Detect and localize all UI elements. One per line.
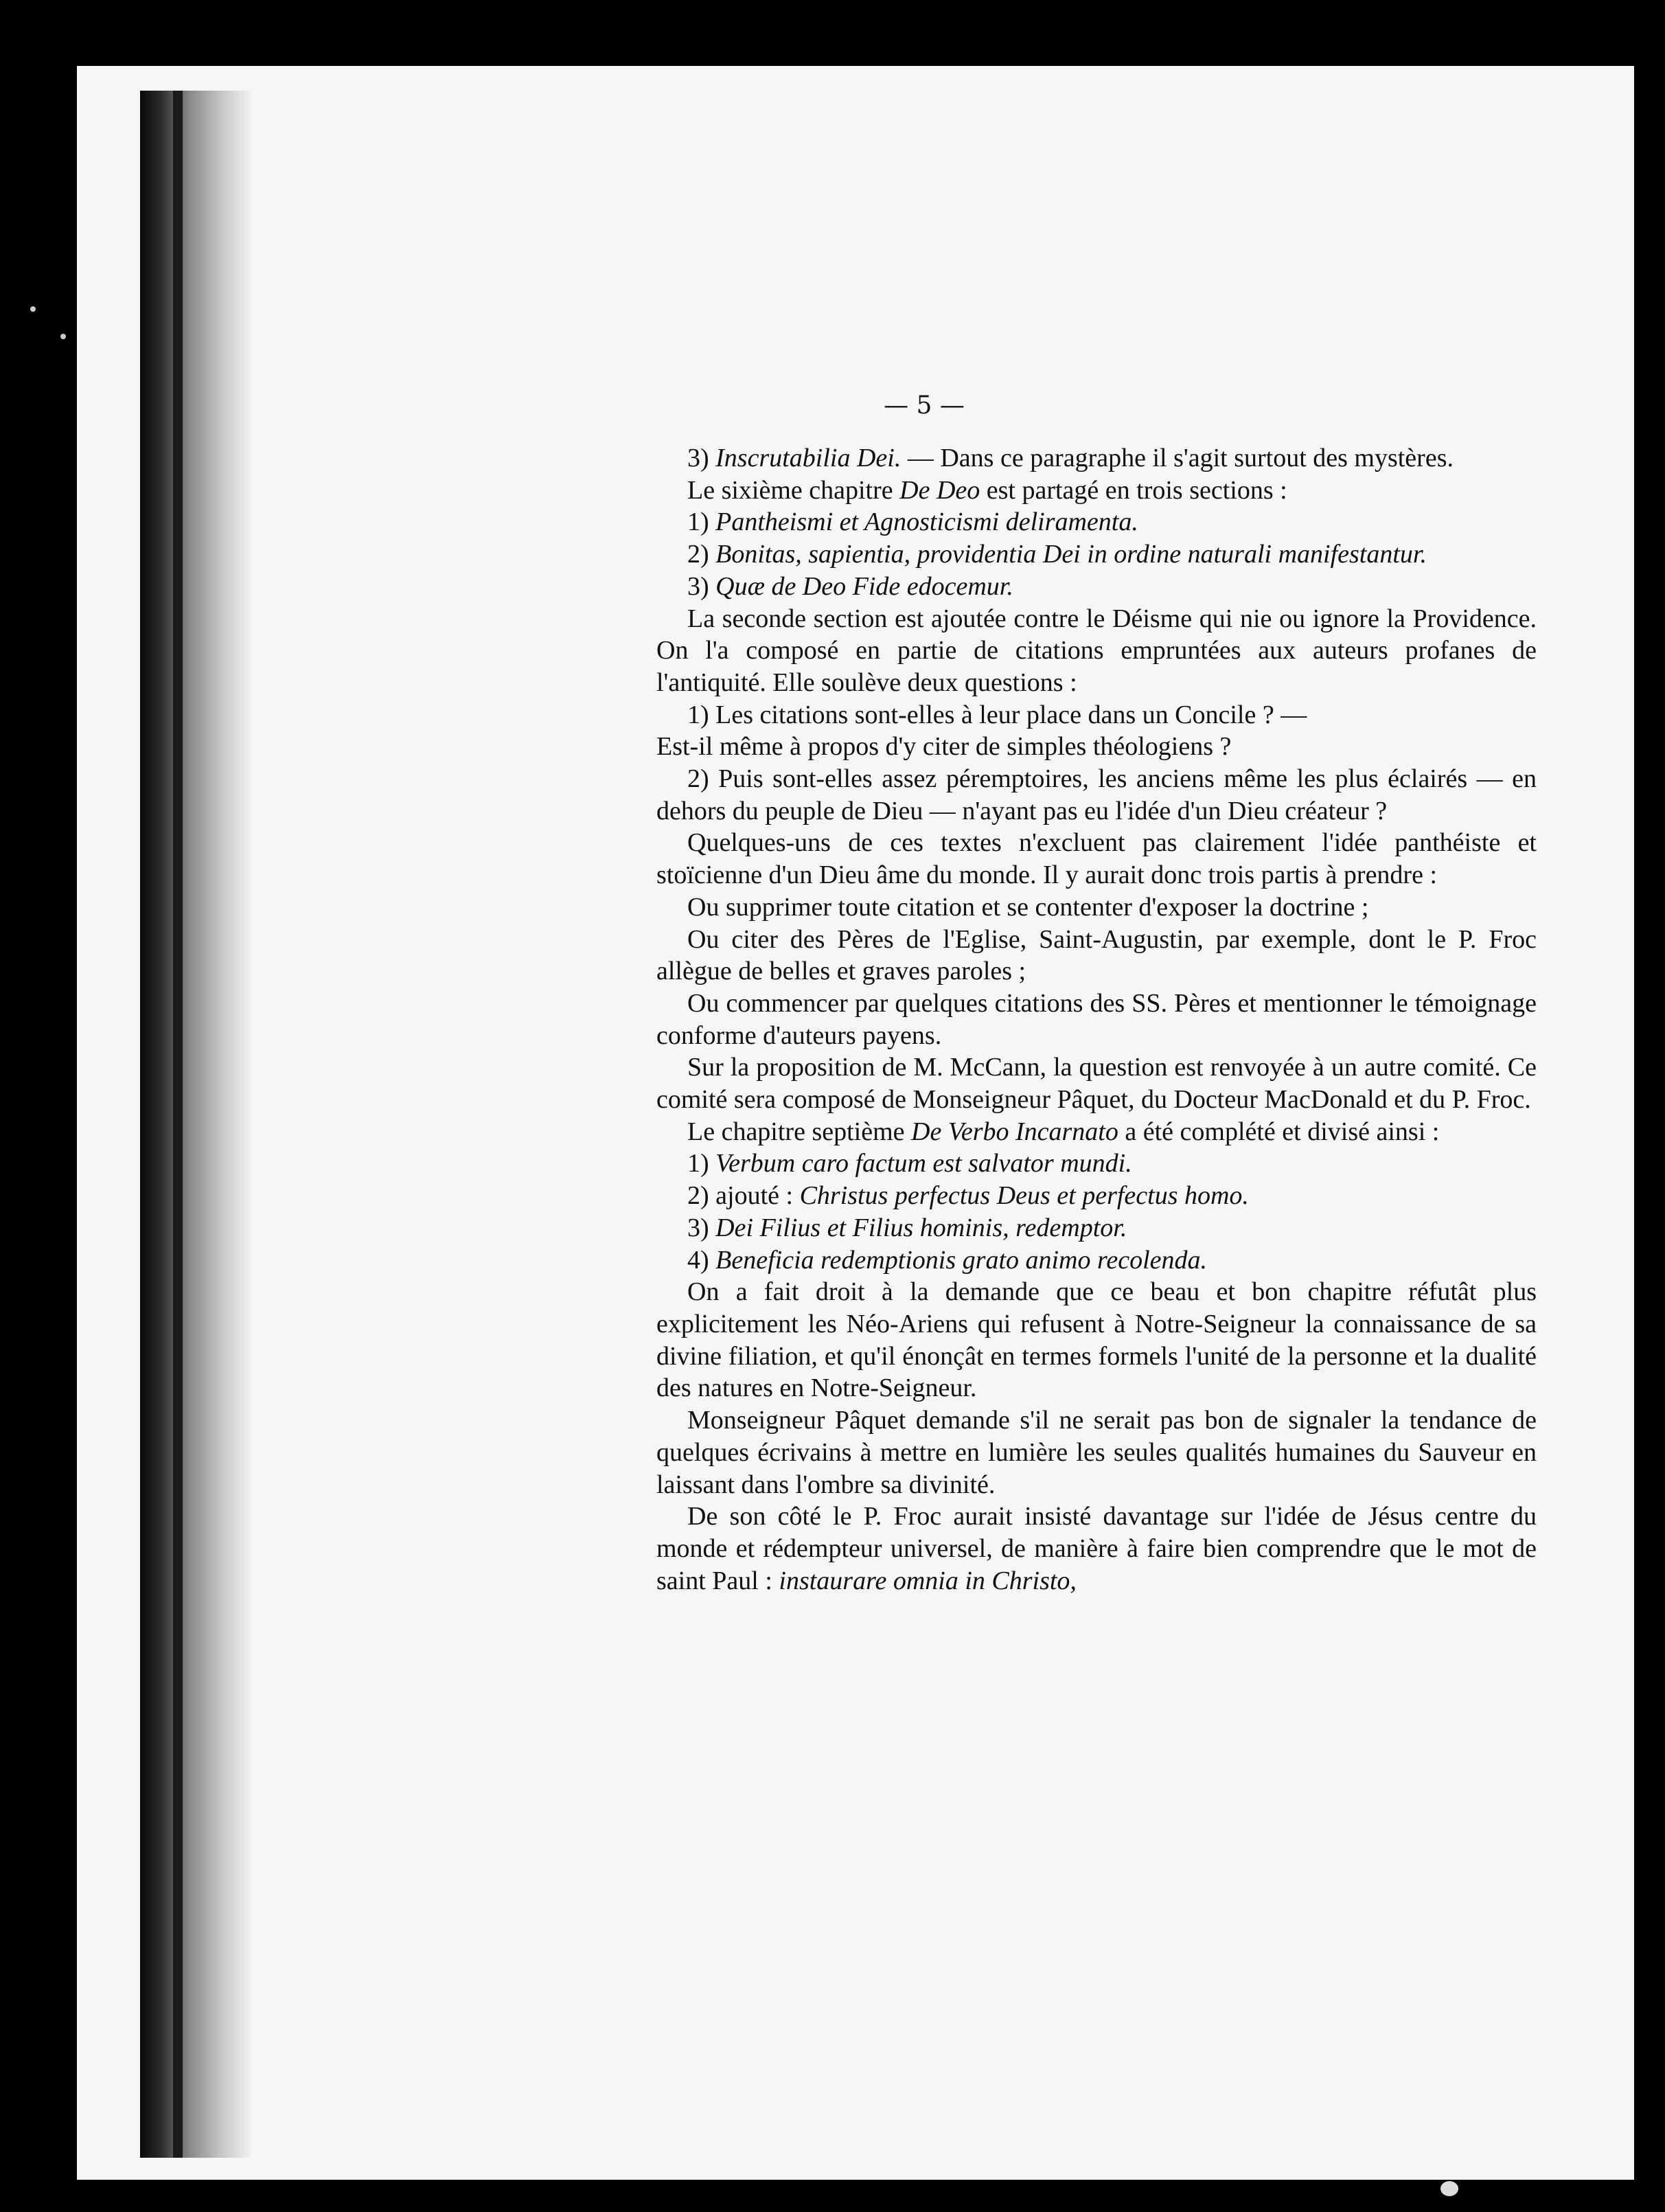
italic-text: Pantheismi et Agnosticismi deliramenta. [715,508,1138,537]
text-run: 1) Les citations sont-elles à leur place dans un Concile ? — [687,700,1307,729]
scan-speck [1440,2181,1458,2196]
text-run: Quelques-uns de ces textes n'excluent pas clairement l'idée panthéiste et stoïcienne d'un Dieu âme du monde. Il y aurait donc trois partis à prendre : [656,828,1537,890]
text-run: — Dans ce paragraphe il s'agit surtout des mystères. [901,444,1454,472]
text-run: Monseigneur Pâquet demande s'il ne serait pas bon de signaler la tendance de quelques écrivains à mettre en lumière les seules qualités humaines du Sauveur en laissant dans l'ombre sa divinité. [656,1406,1537,1499]
text-run: 2) ajouté : [687,1181,800,1211]
paragraph [656,475,1537,507]
text-run: 2) Puis sont-elles assez péremptoires, les anciens même les plus éclairés — en dehors du peuple de Dieu — n'ayant pas eu l'idée d'un Dieu créateur ? [656,764,1537,825]
italic-text: De Verbo Incarnato [911,1117,1118,1146]
paragraph [656,1212,1537,1244]
paragraph [656,442,1537,475]
paragraph [656,924,1537,988]
text-run: 1) [687,1149,716,1178]
paragraph [656,699,1537,731]
text-run: Est-il même à propos d'y citer de simples théologiens ? [656,732,1232,762]
paragraph [656,1180,1537,1212]
text-run: Le sixième chapitre [687,475,900,505]
paragraph [656,1051,1537,1115]
body-text [656,442,1537,1597]
text-run: Ou commencer par quelques citations des SS. Pères et mentionner le témoignage conforme d'auteurs payens. [656,988,1537,1050]
scan-speck [30,306,36,312]
paragraph [656,1404,1537,1501]
paragraph [656,1116,1537,1148]
paper-sheet [77,66,1634,2180]
text-run: 3) [687,1213,716,1242]
text-run: 4) [687,1245,716,1275]
paragraph [656,1276,1537,1404]
scan-speck [60,334,66,339]
text-run: De son côté le P. Froc aurait insisté davantage sur l'idée de Jésus centre du monde et rédempteur universel, de manière à faire bien comprendre que le mot de saint Paul : [656,1502,1537,1595]
text-run: 3) [687,571,716,601]
text-run: Ou supprimer toute citation et se contenter d'exposer la doctrine ; [687,892,1369,922]
italic-text: Christus perfectus Deus et perfectus homo. [799,1181,1249,1211]
italic-text: instaurare omnia in Christo, [779,1566,1077,1595]
paragraph [656,1148,1537,1180]
text-run: Sur la proposition de M. McCann, la question est renvoyée à un autre comité. Ce comité sera composé de Monseigneur Pâquet, du Docteur MacDonald et du P. Froc. [656,1053,1537,1115]
italic-text: Dei Filius et Filius hominis, redemptor. [715,1213,1127,1242]
text-run: Le chapitre septième [687,1117,912,1146]
italic-text: Verbum caro factum est salvator mundi. [715,1149,1132,1178]
paragraph [656,1501,1537,1597]
italic-text: Beneficia redemptionis grato animo recolenda. [715,1245,1208,1275]
text-run: est partagé en trois sections : [980,475,1287,505]
italic-text: De Deo [899,475,980,505]
paragraph [656,1244,1537,1277]
text-run: 3) [687,444,716,472]
italic-text: Inscrutabilia Dei. [715,444,902,472]
italic-text: Quæ de Deo Fide edocemur. [715,571,1013,601]
paragraph [656,763,1537,827]
paragraph [656,538,1537,571]
paragraph [656,506,1537,538]
paragraph [656,571,1537,603]
text-run: 1) [687,508,716,537]
text-run: La seconde section est ajoutée contre le Déisme qui nie ou ignore la Providence. On l'a composé en partie de citations empruntées aux auteurs profanes de l'antiquité. Elle soulève deux questions : [656,604,1537,697]
italic-text: Bonitas, sapientia, providentia Dei in ordine naturali manifestantur. [715,540,1427,569]
paragraph [656,603,1537,699]
text-run: Ou citer des Pères de l'Eglise, Saint-Augustin, par exemple, dont le P. Froc allègue de belles et graves paroles ; [656,924,1537,986]
text-run: On a fait droit à la demande que ce beau et bon chapitre réfutât plus explicitement les Néo-Ariens qui refusent à Notre-Seigneur la connaissance de sa divine filiation, et qu'il énonçât en termes formels l'unité de la personne et la dualité des natures en Notre-Seigneur. [656,1277,1537,1403]
text-run: a été complété et divisé ainsi : [1118,1117,1440,1146]
paragraph [656,988,1537,1051]
text-run: 2) [687,540,716,569]
page-number: — 5 — [884,391,965,420]
paragraph [656,891,1537,924]
paragraph [656,827,1537,891]
paragraph [656,731,1537,763]
